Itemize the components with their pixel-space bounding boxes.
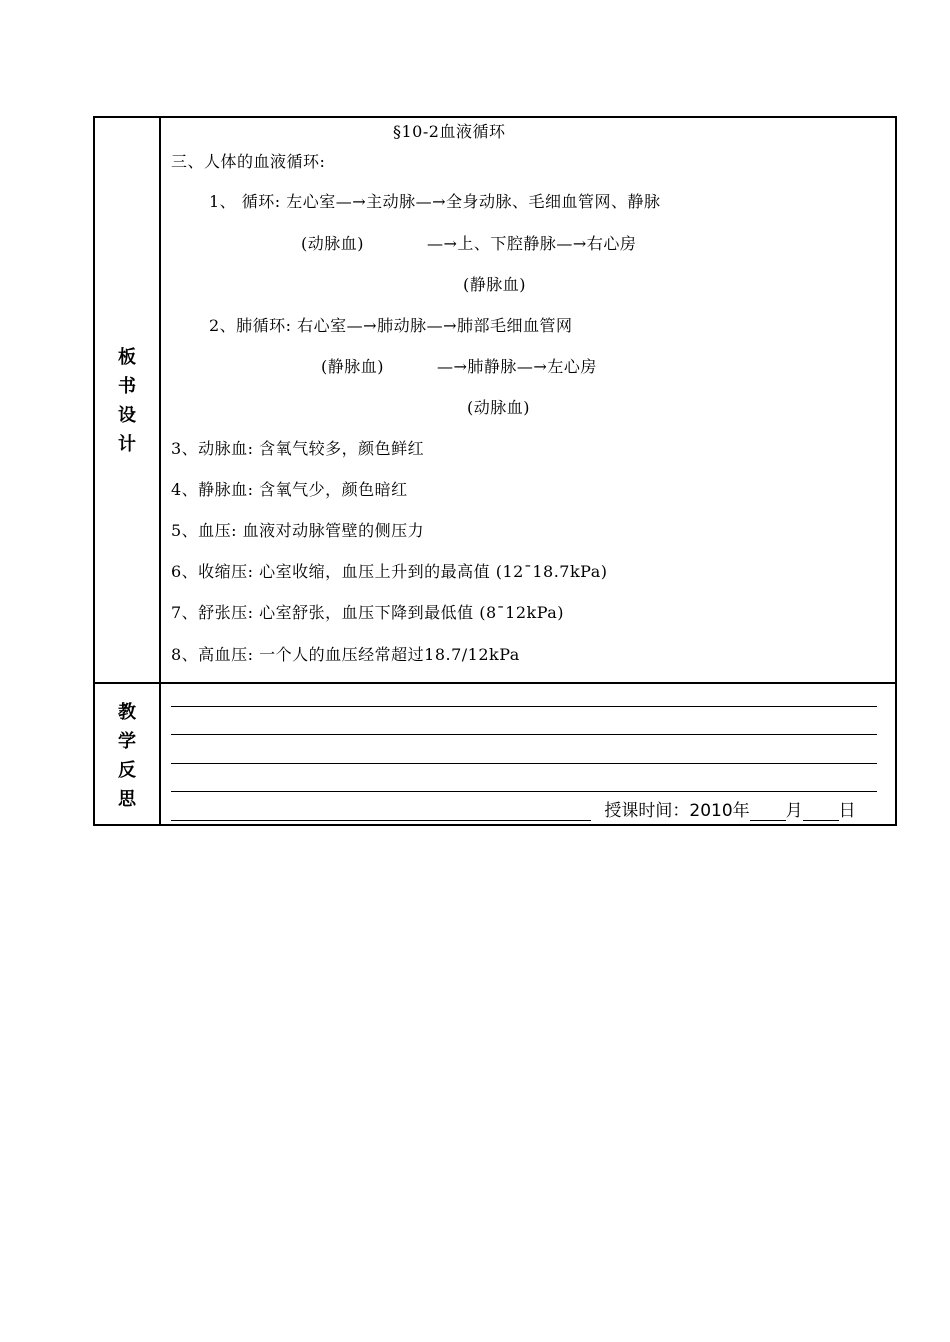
systemic-circulation-line1: 1、 循环: 左心室—→主动脉—→全身动脉、毛细血管网、静脉 <box>209 192 661 211</box>
pulmonary-blood-type-1: (静脉血) <box>321 357 384 376</box>
board-design-label-cell <box>95 118 161 682</box>
month-blank[interactable] <box>750 800 786 821</box>
pulmonary-circulation-line1: 2、肺循环: 右心室—→肺动脉—→肺部毛细血管网 <box>209 316 573 335</box>
label-char: 教 <box>118 702 136 723</box>
list-item: 4、静脉血: 含氧气少，颜色暗红 <box>171 480 408 499</box>
list-item: 7、舒张压: 心室舒张，血压下降到最低值 (8¯12kPa) <box>171 603 565 622</box>
board-design-row <box>95 118 895 684</box>
writing-line <box>171 734 877 735</box>
pulmonary-circulation-line2: —→肺静脉—→左心房 <box>437 357 597 376</box>
day-label: 日 <box>838 801 856 821</box>
reflection-blank[interactable] <box>171 800 591 821</box>
writing-line <box>171 706 877 707</box>
label-char: 板 <box>118 347 136 368</box>
list-item: 3、动脉血: 含氧气较多，颜色鲜红 <box>171 439 425 458</box>
systemic-circulation-line2: —→上、下腔静脉—→右心房 <box>427 234 637 253</box>
label-char: 反 <box>118 760 136 781</box>
month-label: 月 <box>785 801 803 821</box>
list-item: 6、收缩压: 心室收缩，血压上升到的最高值 (12¯18.7kPa) <box>171 562 608 581</box>
teaching-reflection-label-cell <box>95 684 161 824</box>
label-char: 学 <box>118 731 136 752</box>
board-design-label <box>95 343 159 459</box>
writing-line <box>171 791 877 792</box>
pulmonary-blood-type-2: (动脉血) <box>467 398 530 417</box>
list-item: 8、高血压: 一个人的血压经常超过18.7/12kPa <box>171 645 520 664</box>
label-char: 计 <box>118 434 136 455</box>
systemic-blood-type-1: (动脉血) <box>301 234 364 253</box>
teaching-reflection-label <box>95 698 159 814</box>
board-design-content <box>161 118 895 682</box>
day-blank[interactable] <box>803 800 839 821</box>
lesson-title: §10-2血液循环 <box>393 122 506 141</box>
writing-line <box>171 763 877 764</box>
date-prefix: 授课时间：2010年 <box>604 801 750 821</box>
list-item: 5、血压: 血液对动脉管壁的侧压力 <box>171 521 425 540</box>
teaching-reflection-content <box>161 684 895 824</box>
lesson-date-line <box>171 796 877 820</box>
label-char: 书 <box>118 376 136 397</box>
lesson-plan-table <box>93 116 897 826</box>
section-heading: 三、人体的血液循环: <box>171 152 326 171</box>
systemic-blood-type-2: (静脉血) <box>463 275 526 294</box>
label-char: 思 <box>118 789 136 810</box>
label-char: 设 <box>118 405 136 426</box>
teaching-reflection-row <box>95 684 895 824</box>
